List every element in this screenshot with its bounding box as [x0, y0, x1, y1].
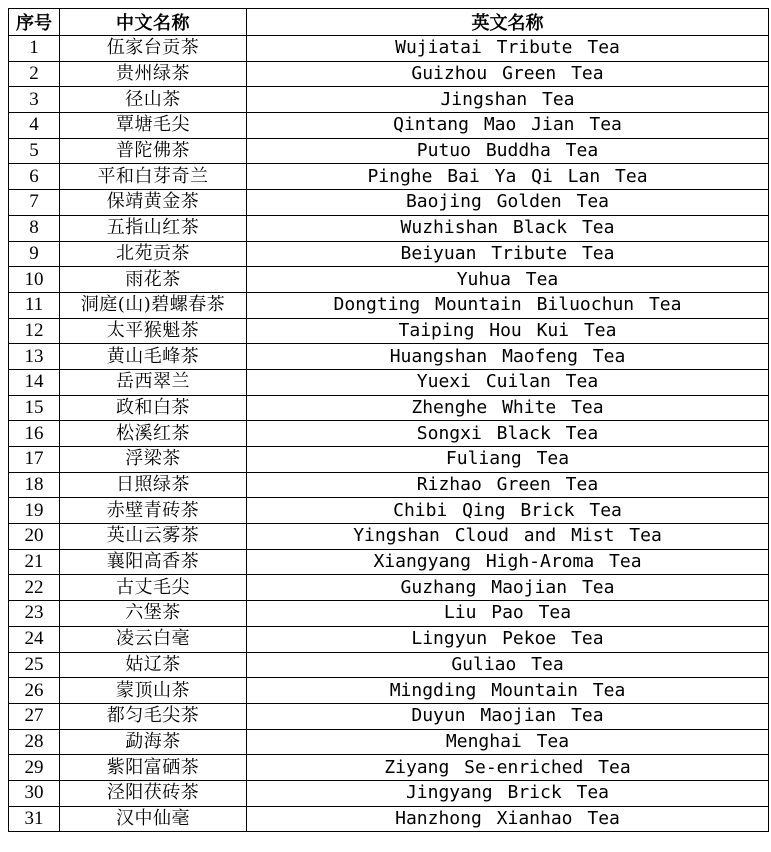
row-chinese-name-cell: 太平猴魁茶 [60, 318, 247, 344]
row-chinese-name-cell: 雨花茶 [60, 267, 247, 293]
row-english-name-cell: Rizhao Green Tea [247, 472, 769, 498]
table-row [9, 190, 769, 216]
row-index-cell: 21 [9, 549, 60, 575]
table-row [9, 678, 769, 704]
row-index-cell: 13 [9, 344, 60, 370]
row-english-name-cell: Duyun Maojian Tea [247, 703, 769, 729]
row-index-cell: 12 [9, 318, 60, 344]
row-chinese-name-cell: 蒙顶山茶 [60, 678, 247, 704]
row-index-cell: 11 [9, 292, 60, 318]
header-english-name: 英文名称 [247, 9, 769, 36]
row-chinese-name-cell: 径山茶 [60, 87, 247, 113]
table-row [9, 806, 769, 832]
table-row [9, 36, 769, 62]
row-index-cell: 1 [9, 36, 60, 62]
table-row [9, 61, 769, 87]
row-chinese-name-cell: 襄阳高香茶 [60, 549, 247, 575]
row-index-cell: 25 [9, 652, 60, 678]
row-chinese-name-cell: 洞庭(山)碧螺春茶 [60, 292, 247, 318]
row-index-cell: 8 [9, 215, 60, 241]
row-chinese-name-cell: 伍家台贡茶 [60, 36, 247, 62]
row-chinese-name-cell: 政和白茶 [60, 395, 247, 421]
row-index-cell: 27 [9, 703, 60, 729]
row-english-name-cell: Jingyang Brick Tea [247, 780, 769, 806]
row-chinese-name-cell: 泾阳茯砖茶 [60, 780, 247, 806]
table-row [9, 395, 769, 421]
table-row [9, 549, 769, 575]
row-index-cell: 17 [9, 447, 60, 473]
row-chinese-name-cell: 古丈毛尖 [60, 575, 247, 601]
row-index-cell: 22 [9, 575, 60, 601]
row-english-name-cell: Xiangyang High-Aroma Tea [247, 549, 769, 575]
row-english-name-cell: Guzhang Maojian Tea [247, 575, 769, 601]
row-english-name-cell: Chibi Qing Brick Tea [247, 498, 769, 524]
row-chinese-name-cell: 都匀毛尖茶 [60, 703, 247, 729]
row-chinese-name-cell: 五指山红茶 [60, 215, 247, 241]
row-chinese-name-cell: 岳西翠兰 [60, 369, 247, 395]
row-english-name-cell: Wujiatai Tribute Tea [247, 36, 769, 62]
row-chinese-name-cell: 紫阳富硒茶 [60, 755, 247, 781]
row-english-name-cell: Putuo Buddha Tea [247, 138, 769, 164]
row-english-name-cell: Mingding Mountain Tea [247, 678, 769, 704]
row-chinese-name-cell: 六堡茶 [60, 601, 247, 627]
table-row [9, 241, 769, 267]
row-english-name-cell: Liu Pao Tea [247, 601, 769, 627]
row-chinese-name-cell: 勐海茶 [60, 729, 247, 755]
row-english-name-cell: Guliao Tea [247, 652, 769, 678]
table-row [9, 344, 769, 370]
row-english-name-cell: Wuzhishan Black Tea [247, 215, 769, 241]
table-row [9, 369, 769, 395]
table-row [9, 575, 769, 601]
row-index-cell: 30 [9, 780, 60, 806]
row-english-name-cell: Songxi Black Tea [247, 421, 769, 447]
table-row [9, 472, 769, 498]
row-english-name-cell: Taiping Hou Kui Tea [247, 318, 769, 344]
table-row [9, 447, 769, 473]
row-chinese-name-cell: 英山云雾茶 [60, 524, 247, 550]
row-index-cell: 4 [9, 113, 60, 139]
row-chinese-name-cell: 姑辽茶 [60, 652, 247, 678]
row-index-cell: 19 [9, 498, 60, 524]
table-row [9, 498, 769, 524]
row-chinese-name-cell: 保靖黄金茶 [60, 190, 247, 216]
row-chinese-name-cell: 松溪红茶 [60, 421, 247, 447]
table-row [9, 138, 769, 164]
row-english-name-cell: Baojing Golden Tea [247, 190, 769, 216]
row-index-cell: 31 [9, 806, 60, 832]
table-row [9, 87, 769, 113]
row-chinese-name-cell: 赤壁青砖茶 [60, 498, 247, 524]
row-index-cell: 23 [9, 601, 60, 627]
row-english-name-cell: Menghai Tea [247, 729, 769, 755]
row-index-cell: 2 [9, 61, 60, 87]
row-english-name-cell: Lingyun Pekoe Tea [247, 626, 769, 652]
row-index-cell: 16 [9, 421, 60, 447]
row-chinese-name-cell: 贵州绿茶 [60, 61, 247, 87]
row-index-cell: 15 [9, 395, 60, 421]
table-row [9, 729, 769, 755]
row-english-name-cell: Dongting Mountain Biluochun Tea [247, 292, 769, 318]
table-row [9, 318, 769, 344]
row-index-cell: 28 [9, 729, 60, 755]
row-chinese-name-cell: 黄山毛峰茶 [60, 344, 247, 370]
row-index-cell: 3 [9, 87, 60, 113]
row-english-name-cell: Hanzhong Xianhao Tea [247, 806, 769, 832]
table-row [9, 267, 769, 293]
table-row [9, 601, 769, 627]
row-chinese-name-cell: 浮梁茶 [60, 447, 247, 473]
row-chinese-name-cell: 普陀佛茶 [60, 138, 247, 164]
row-english-name-cell: Yingshan Cloud and Mist Tea [247, 524, 769, 550]
table-row [9, 292, 769, 318]
table-row [9, 215, 769, 241]
header-index: 序号 [9, 9, 60, 36]
row-index-cell: 9 [9, 241, 60, 267]
row-english-name-cell: Guizhou Green Tea [247, 61, 769, 87]
table-row [9, 703, 769, 729]
row-index-cell: 29 [9, 755, 60, 781]
row-index-cell: 26 [9, 678, 60, 704]
table-row [9, 164, 769, 190]
table-row [9, 626, 769, 652]
row-english-name-cell: Beiyuan Tribute Tea [247, 241, 769, 267]
row-index-cell: 14 [9, 369, 60, 395]
row-english-name-cell: Fuliang Tea [247, 447, 769, 473]
row-english-name-cell: Jingshan Tea [247, 87, 769, 113]
row-english-name-cell: Ziyang Se-enriched Tea [247, 755, 769, 781]
row-chinese-name-cell: 日照绿茶 [60, 472, 247, 498]
header-row [9, 9, 769, 36]
table-row [9, 524, 769, 550]
table-row [9, 652, 769, 678]
row-index-cell: 7 [9, 190, 60, 216]
row-chinese-name-cell: 覃塘毛尖 [60, 113, 247, 139]
table-row [9, 755, 769, 781]
row-english-name-cell: Yuhua Tea [247, 267, 769, 293]
row-english-name-cell: Yuexi Cuilan Tea [247, 369, 769, 395]
row-english-name-cell: Pinghe Bai Ya Qi Lan Tea [247, 164, 769, 190]
tea-names-table [8, 8, 769, 832]
row-chinese-name-cell: 北苑贡茶 [60, 241, 247, 267]
row-index-cell: 5 [9, 138, 60, 164]
row-index-cell: 24 [9, 626, 60, 652]
row-chinese-name-cell: 汉中仙毫 [60, 806, 247, 832]
row-index-cell: 20 [9, 524, 60, 550]
table-row [9, 113, 769, 139]
row-chinese-name-cell: 平和白芽奇兰 [60, 164, 247, 190]
header-chinese-name: 中文名称 [60, 9, 247, 36]
row-index-cell: 18 [9, 472, 60, 498]
row-index-cell: 6 [9, 164, 60, 190]
row-index-cell: 10 [9, 267, 60, 293]
table-row [9, 421, 769, 447]
row-english-name-cell: Qintang Mao Jian Tea [247, 113, 769, 139]
row-chinese-name-cell: 凌云白毫 [60, 626, 247, 652]
table-row [9, 780, 769, 806]
table-body [9, 36, 769, 832]
row-english-name-cell: Zhenghe White Tea [247, 395, 769, 421]
row-english-name-cell: Huangshan Maofeng Tea [247, 344, 769, 370]
